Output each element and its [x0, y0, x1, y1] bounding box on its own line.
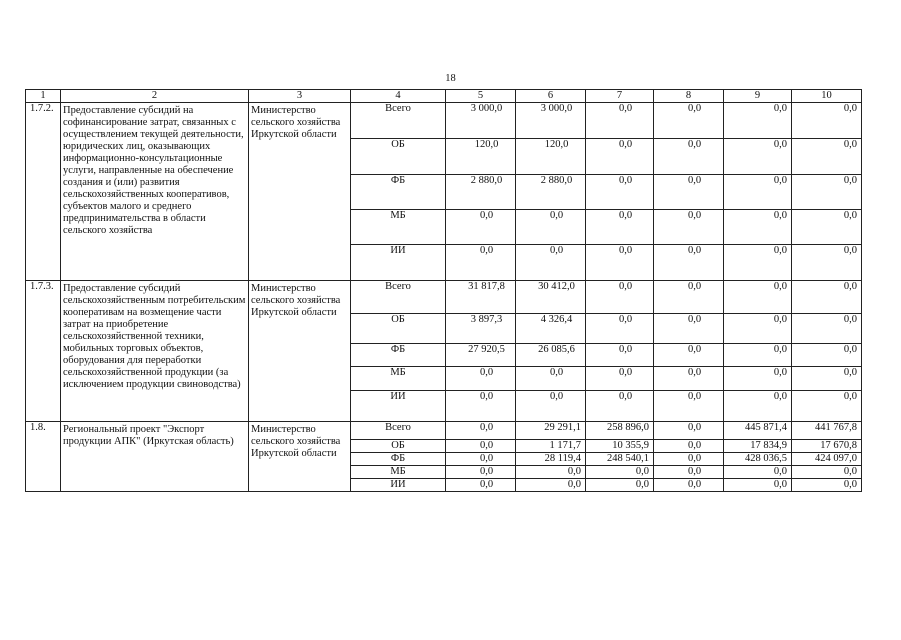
page-number: 18: [445, 73, 456, 84]
value-cell: 0,0: [586, 175, 654, 210]
value-cell: 0,0: [654, 314, 724, 344]
value-cell: 0,0: [724, 367, 792, 391]
value-cell: 26 085,6: [516, 344, 586, 367]
value-cell: 0,0: [446, 453, 516, 466]
value-cell: 0,0: [586, 466, 654, 479]
funding-source: ОБ: [351, 139, 446, 175]
value-cell: 28 119,4: [516, 453, 586, 466]
value-cell: 0,0: [654, 453, 724, 466]
row-number: 1.8.: [26, 422, 61, 492]
value-cell: 0,0: [654, 422, 724, 440]
value-cell: 0,0: [654, 479, 724, 492]
value-cell: 0,0: [586, 210, 654, 245]
value-cell: 0,0: [654, 367, 724, 391]
table-row: [26, 103, 862, 139]
value-cell: 0,0: [446, 440, 516, 453]
value-cell: 0,0: [724, 103, 792, 139]
value-cell: 17 834,9: [724, 440, 792, 453]
value-cell: 441 767,8: [792, 422, 862, 440]
value-cell: 2 880,0: [446, 175, 516, 210]
funding-source: МБ: [351, 210, 446, 245]
value-cell: 0,0: [792, 314, 862, 344]
value-cell: 0,0: [586, 103, 654, 139]
funding-source: ФБ: [351, 344, 446, 367]
value-cell: 0,0: [792, 210, 862, 245]
value-cell: 0,0: [792, 175, 862, 210]
value-cell: 445 871,4: [724, 422, 792, 440]
value-cell: 0,0: [792, 367, 862, 391]
value-cell: 0,0: [724, 466, 792, 479]
column-header: 9: [724, 90, 792, 103]
value-cell: 0,0: [516, 466, 586, 479]
value-cell: 0,0: [654, 391, 724, 422]
value-cell: 0,0: [446, 479, 516, 492]
measure-name: Предоставление субсидий на софинансирование затрат, связанных с осуществлением текущей деятельности, юридических лиц, оказывающих информационно-консультационные услуги, направленные на обеспечение создания и (или) развития сельскохозяйственных кооперативов, субъектов малого и среднего предпринимательства в области сельского хозяйства: [61, 103, 249, 281]
value-cell: 0,0: [654, 210, 724, 245]
value-cell: 0,0: [516, 367, 586, 391]
value-cell: 0,0: [654, 139, 724, 175]
measure-name: Предоставление субсидий сельскохозяйственным потребительским кооперативам на возмещение части затрат на приобретение сельскохозяйственной техники, мобильных торговых объектов, оборудования для переработки сельскохозяйственной продукции (за исключением продукции свиноводства): [61, 281, 249, 422]
value-cell: 1 171,7: [516, 440, 586, 453]
value-cell: 0,0: [724, 391, 792, 422]
value-cell: 0,0: [724, 281, 792, 314]
value-cell: 3 897,3: [446, 314, 516, 344]
value-cell: 27 920,5: [446, 344, 516, 367]
value-cell: 0,0: [586, 281, 654, 314]
header-row: [26, 90, 862, 103]
table-row: [26, 281, 862, 314]
value-cell: 0,0: [654, 281, 724, 314]
value-cell: 120,0: [446, 139, 516, 175]
column-header: 10: [792, 90, 862, 103]
column-header: 6: [516, 90, 586, 103]
value-cell: 0,0: [516, 245, 586, 281]
value-cell: 0,0: [446, 367, 516, 391]
funding-source: ОБ: [351, 314, 446, 344]
column-header: 8: [654, 90, 724, 103]
row-number: 1.7.2.: [26, 103, 61, 281]
measure-name: Региональный проект "Экспорт продукции АПК" (Иркутская область): [61, 422, 249, 492]
value-cell: 0,0: [724, 479, 792, 492]
funding-source: ИИ: [351, 479, 446, 492]
value-cell: 0,0: [586, 367, 654, 391]
column-header: 1: [26, 90, 61, 103]
value-cell: 0,0: [654, 245, 724, 281]
column-header: 5: [446, 90, 516, 103]
value-cell: 31 817,8: [446, 281, 516, 314]
funding-source: ФБ: [351, 175, 446, 210]
value-cell: 0,0: [724, 139, 792, 175]
value-cell: 0,0: [586, 344, 654, 367]
value-cell: 0,0: [446, 391, 516, 422]
value-cell: 0,0: [792, 466, 862, 479]
value-cell: 0,0: [516, 479, 586, 492]
value-cell: 0,0: [446, 422, 516, 440]
value-cell: 0,0: [724, 210, 792, 245]
value-cell: 0,0: [586, 314, 654, 344]
value-cell: 0,0: [724, 314, 792, 344]
value-cell: 0,0: [792, 479, 862, 492]
value-cell: 0,0: [586, 139, 654, 175]
value-cell: 0,0: [792, 344, 862, 367]
column-header: 7: [586, 90, 654, 103]
value-cell: 258 896,0: [586, 422, 654, 440]
column-header: 3: [249, 90, 351, 103]
funding-source: ИИ: [351, 391, 446, 422]
value-cell: 0,0: [654, 344, 724, 367]
table-body: [26, 90, 862, 492]
value-cell: 0,0: [792, 245, 862, 281]
funding-source: ОБ: [351, 440, 446, 453]
value-cell: 30 412,0: [516, 281, 586, 314]
funding-source: ФБ: [351, 453, 446, 466]
value-cell: 0,0: [792, 103, 862, 139]
executor: Министерство сельского хозяйства Иркутской области: [249, 281, 351, 422]
value-cell: 0,0: [792, 281, 862, 314]
value-cell: 0,0: [446, 210, 516, 245]
value-cell: 0,0: [654, 466, 724, 479]
value-cell: 10 355,9: [586, 440, 654, 453]
value-cell: 424 097,0: [792, 453, 862, 466]
value-cell: 0,0: [792, 139, 862, 175]
value-cell: 0,0: [586, 245, 654, 281]
value-cell: 0,0: [516, 391, 586, 422]
row-number: 1.7.3.: [26, 281, 61, 422]
value-cell: 29 291,1: [516, 422, 586, 440]
column-header: 2: [61, 90, 249, 103]
value-cell: 428 036,5: [724, 453, 792, 466]
value-cell: 0,0: [724, 344, 792, 367]
value-cell: 0,0: [724, 245, 792, 281]
value-cell: 0,0: [446, 466, 516, 479]
value-cell: 0,0: [586, 479, 654, 492]
table-row: [26, 422, 862, 440]
funding-source: Всего: [351, 422, 446, 440]
funding-source: МБ: [351, 367, 446, 391]
value-cell: 2 880,0: [516, 175, 586, 210]
value-cell: 0,0: [654, 103, 724, 139]
funding-source: Всего: [351, 281, 446, 314]
value-cell: 3 000,0: [516, 103, 586, 139]
executor: Министерство сельского хозяйства Иркутской области: [249, 103, 351, 281]
value-cell: 4 326,4: [516, 314, 586, 344]
value-cell: 0,0: [586, 391, 654, 422]
value-cell: 120,0: [516, 139, 586, 175]
value-cell: 0,0: [446, 245, 516, 281]
value-cell: 0,0: [654, 175, 724, 210]
value-cell: 3 000,0: [446, 103, 516, 139]
value-cell: 0,0: [516, 210, 586, 245]
funding-source: МБ: [351, 466, 446, 479]
funding-source: Всего: [351, 103, 446, 139]
value-cell: 0,0: [792, 391, 862, 422]
value-cell: 248 540,1: [586, 453, 654, 466]
funding-source: ИИ: [351, 245, 446, 281]
value-cell: 17 670,8: [792, 440, 862, 453]
budget-table: [25, 89, 862, 492]
value-cell: 0,0: [654, 440, 724, 453]
executor: Министерство сельского хозяйства Иркутской области: [249, 422, 351, 492]
value-cell: 0,0: [724, 175, 792, 210]
column-header: 4: [351, 90, 446, 103]
